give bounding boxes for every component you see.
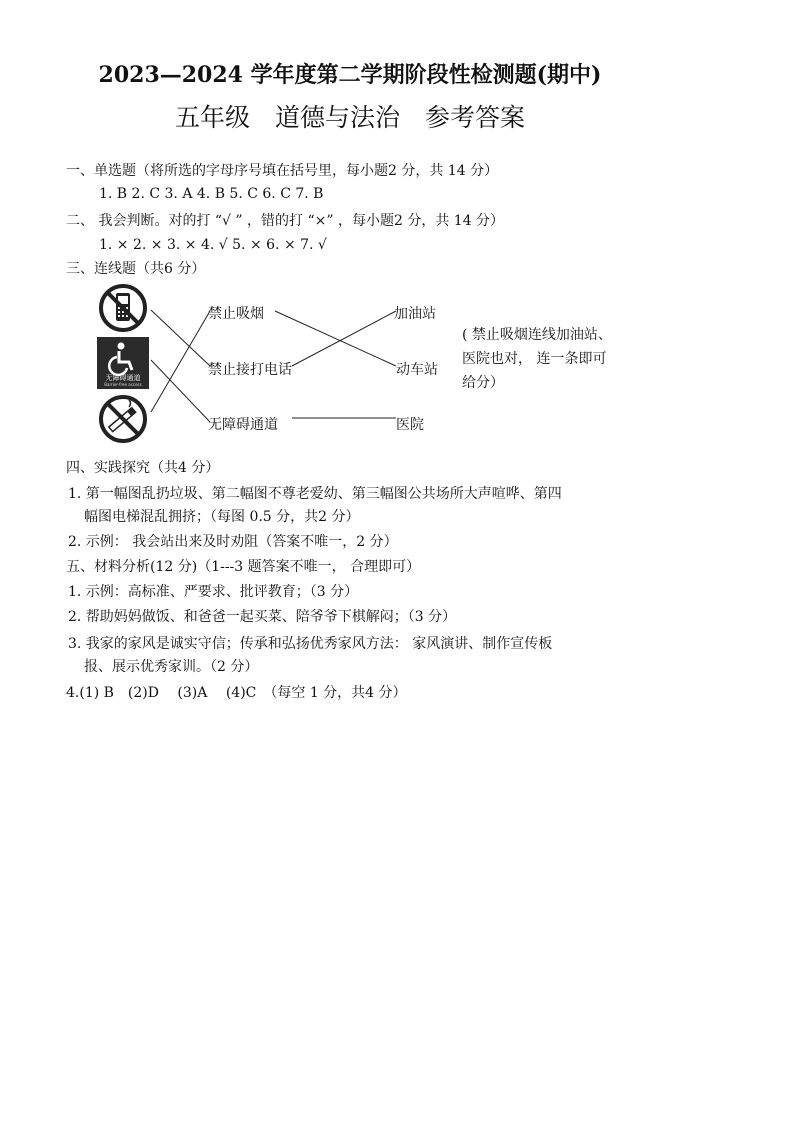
line-no-smoking-to-train-station: [275, 311, 396, 366]
section4-q1-line2: 幅图电梯混乱拥挤；（每图 0.5 分，共2 分）: [84, 509, 360, 525]
section4-q1-line1: 1. 第一幅图乱扔垃圾、第二幅图不尊老爱幼、第三幅图公共场所大声喧哗、第四: [68, 486, 562, 502]
line-no-call-to-gas-station: [292, 311, 396, 366]
grading-note: ( 禁止吸烟连线加油站、医院也对， 连一条即可给分）: [462, 327, 612, 391]
section2-heading: 二、 我会判断。对的打 “√ ” ，错的打 “×” ，每小题2 分，共 14 分）: [66, 213, 505, 229]
line-smoking-to-no-smoking: [151, 311, 210, 412]
middle-label-no-phone: 禁止接打电话: [208, 362, 292, 378]
section5-q3-line2: 报、展示优秀家训。（2 分）: [84, 659, 259, 675]
accessible-sign-caption: 无障碍通道: [105, 374, 141, 382]
section2-answers: 1. × 2. × 3. × 4. √ 5. × 6. × 7. √: [99, 237, 327, 253]
right-label-train-station: 动车站: [396, 362, 438, 378]
middle-label-no-smoking: 禁止吸烟: [208, 306, 264, 322]
right-label-hospital: 医院: [396, 417, 424, 433]
accessible-sign-subcaption: Barrier-free access: [104, 382, 142, 387]
section5-q2: 2. 帮助妈妈做饭、和爸爸一起买菜、陪爷爷下棋解闷；（3 分）: [68, 609, 457, 625]
section1-heading: 一、单选题（将所选的字母序号填在括号里，每小题2 分，共 14 分）: [66, 163, 499, 179]
section4-q2: 2. 示例： 我会站出来及时劝阻（答案不唯一，2 分）: [68, 534, 398, 550]
section5-q3-line1: 3. 我家的家风是诚实守信；传承和弘扬优秀家风方法： 家风演讲、制作宣传板: [68, 636, 553, 652]
page-subtitle: 五年级 道德与法治 参考答案: [174, 103, 525, 132]
section1-answers: 1. B 2. C 3. A 4. B 5. C 6. C 7. B: [99, 186, 324, 202]
section5-q4: 4.(1) B (2)D (3)A (4)C （每空 1 分，共4 分）: [66, 685, 407, 701]
middle-label-barrier-free: 无障碍通道: [208, 417, 278, 433]
section3-heading: 三、连线题（共6 分）: [66, 261, 206, 277]
right-label-gas-station: 加油站: [394, 306, 436, 322]
line-accessible-to-barrier-free: [151, 360, 210, 422]
line-phone-to-no-call: [151, 310, 210, 366]
title-line-1: 2023—2024 学年度第二学期阶段性检测题(期中): [98, 62, 602, 88]
section5-q1: 1. 示例：高标准、严要求、批评教育；（3 分）: [68, 584, 359, 600]
section4-heading: 四、实践探究（共4 分）: [66, 460, 220, 476]
section5-heading: 五、材料分析(12 分)（1---3 题答案不唯一， 合理即可）: [66, 559, 421, 575]
